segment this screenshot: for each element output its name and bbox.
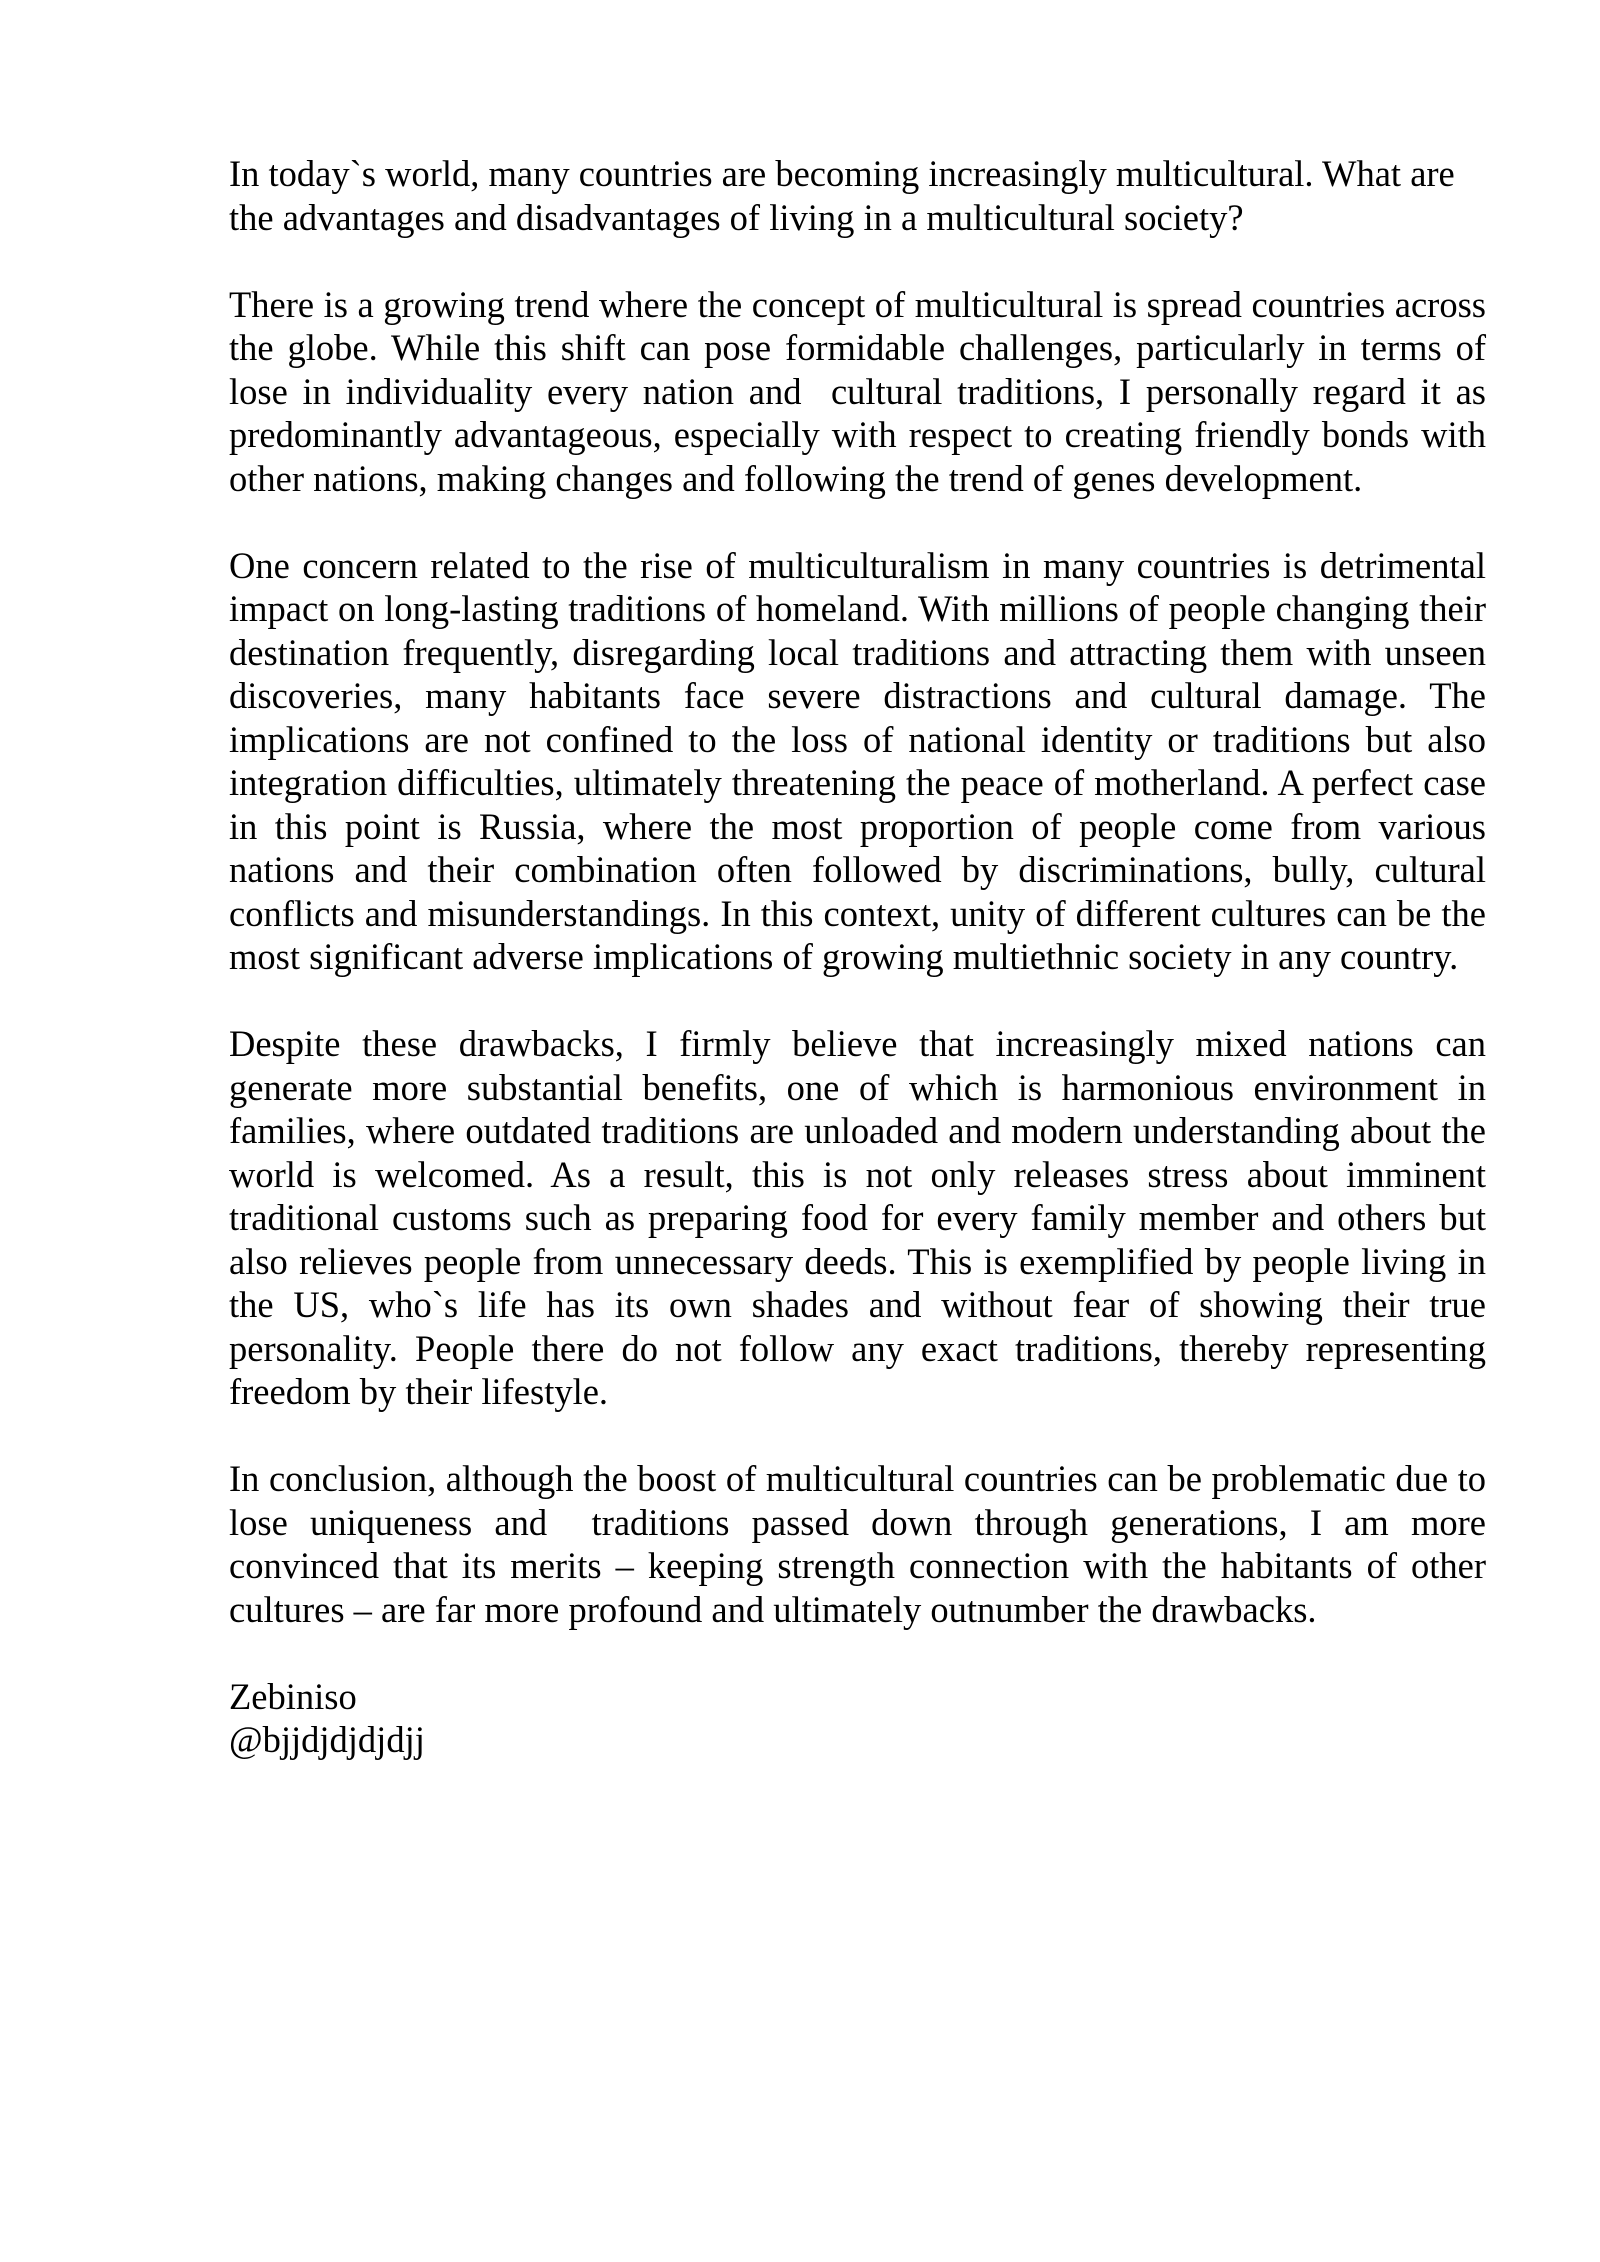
body-paragraph-advantages: Despite these drawbacks, I firmly believe that increasingly mixed nations can generate more substantial benefits, one of which is harmonious environment in families, where outdated traditions are unloaded and modern understanding about the world is welcomed. As a result, this is not only releases stress about imminent traditional customs such as preparing food for every family member and others but also relieves people from unnecessary deeds. This is exemplified by people living in the US, who`s life has its own shades and without fear of showing their true personality. People there do not follow any exact traditions, thereby representing freedom by their lifestyle. xyxy=(229,1023,1496,1412)
author-name: Zebiniso xyxy=(229,1675,357,1717)
signature-block xyxy=(229,1675,1486,1762)
essay-prompt: In today`s world, many countries are becoming increasingly multicultural. What are the advantages and disadvantages of living in a multicultural society? xyxy=(229,153,1464,238)
essay-body xyxy=(229,152,1496,1762)
intro-paragraph: There is a growing trend where the concept of multicultural is spread countries across the globe. While this shift can pose formidable challenges, particularly in terms of lose in individuality every nation and cultural traditions, I personally regard it as predominantly advantageous, especially with respect to creating friendly bonds with other nations, making changes and following the trend of genes development. xyxy=(229,283,1496,499)
conclusion-paragraph: In conclusion, although the boost of multicultural countries can be problematic due to lose uniqueness and traditions passed down through generations, I am more convinced that its merits – keeping strength connection with the habitants of other cultures – are far more profound and ultimately outnumber the drawbacks. xyxy=(229,1458,1496,1630)
body-paragraph-disadvantages: One concern related to the rise of multiculturalism in many countries is detrimental impact on long-lasting traditions of homeland. With millions of people changing their destination frequently, disregarding local traditions and attracting them with unseen discoveries, many habitants face severe distractions and cultural damage. The implications are not confined to the loss of national identity or traditions but also integration difficulties, ultimately threatening the peace of motherland. A perfect case in this point is Russia, where the most proportion of people come from various nations and their combination often followed by discriminations, bully, cultural conflicts and misunderstandings. In this context, unity of different cultures can be the most significant adverse implications of growing multiethnic society in any country. xyxy=(229,544,1496,977)
author-handle: @bjjdjdjdjdjj xyxy=(229,1719,425,1760)
